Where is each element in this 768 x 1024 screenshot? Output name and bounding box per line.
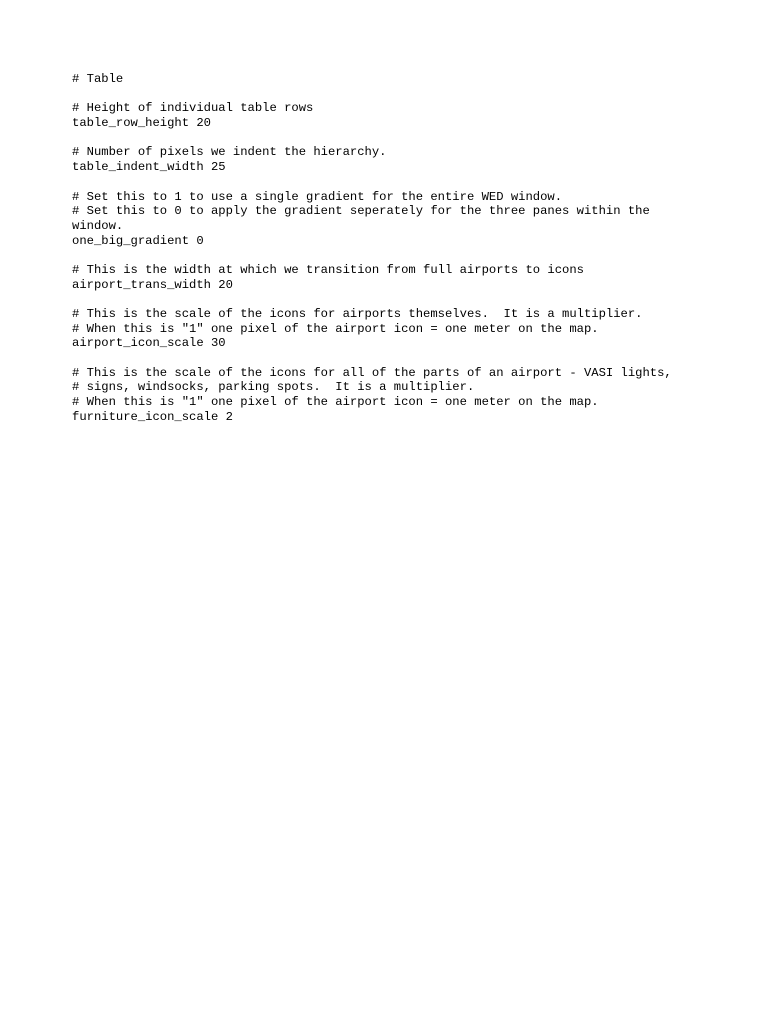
setting-table-indent-width: table_indent_width 25 [72,160,226,175]
blank-line [72,87,712,102]
setting-table-row-height: table_row_height 20 [72,116,211,131]
setting-airport-icon-scale: airport_icon_scale 30 [72,336,226,351]
blank-line [72,351,712,366]
comment-line: # When this is "1" one pixel of the airport icon = one meter on the map. [72,395,599,410]
section-heading-table: # Table [72,72,124,86]
comment-line-wrap: window. [72,218,124,233]
comment-line: # signs, windsocks, parking spots. It is a multiplier. [72,380,475,395]
comment-line: # Height of individual table rows [72,101,314,116]
blank-line [72,292,712,307]
setting-one-big-gradient: one_big_gradient 0 [72,233,204,248]
comment-line: # Set this to 0 to apply the gradient seperately for the three panes within the [72,204,650,219]
comment-line: # Number of pixels we indent the hierarchy. [72,145,387,160]
comment-line: # When this is "1" one pixel of the airport icon = one meter on the map. [72,321,599,336]
comment-line: # Set this to 1 to use a single gradient for the entire WED window. [72,189,563,204]
blank-line [72,131,712,146]
setting-furniture-icon-scale: furniture_icon_scale 2 [72,409,233,424]
comment-line: # This is the width at which we transition from full airports to icons [72,262,584,277]
comment-line: # This is the scale of the icons for all of the parts of an airport - VASI lights, [72,365,672,380]
config-text [72,72,712,425]
comment-line: # This is the scale of the icons for airports themselves. It is a multiplier. [72,307,643,321]
blank-line [72,175,712,190]
setting-airport-trans-width: airport_trans_width 20 [72,277,233,292]
blank-line [72,248,712,263]
